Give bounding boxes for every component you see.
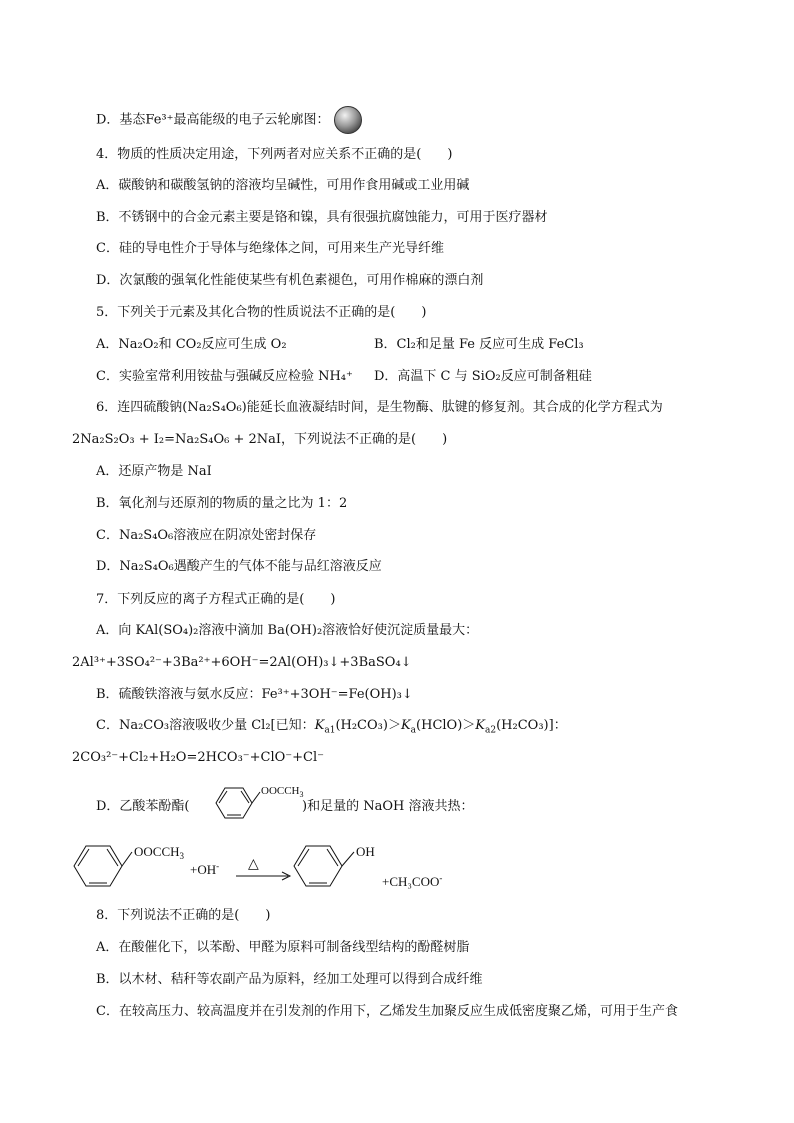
q8-option-c: C．在较高压力、较高温度并在引发剂的作用下，乙烯发生加聚反应生成低密度聚乙烯，可用于生产食 xyxy=(96,1004,678,1019)
q5-option-d: D．高温下 C 与 SiO₂反应可制备粗硅 xyxy=(374,369,592,384)
q7-option-d: D．乙酸苯酚酯( xyxy=(96,799,190,814)
reaction-scheme xyxy=(60,832,480,896)
q7-option-d-tail: )和足量的 NaOH 溶液共热： xyxy=(302,799,474,814)
q5-option-a: A．Na₂O₂和 CO₂反应可生成 O₂ xyxy=(96,337,287,352)
q5-option-c: C．实验室常利用铵盐与强碱反应检验 NH₄⁺ xyxy=(96,369,353,384)
hydroxide-label: +OH- xyxy=(190,861,220,877)
q6-option-c: C．Na₂S₄O₆溶液应在阴凉处密封保存 xyxy=(96,528,317,543)
q5-stem: 5．下列关于元素及其化合物的性质说法不正确的是( ) xyxy=(96,305,427,320)
q7-option-c: C．Na₂CO₃溶液吸收少量 Cl₂[已知：$K_{a1}(H_2CO_3)>K_a(HClO)>K_{a2}(H_2CO_3)$]： xyxy=(96,718,567,736)
inline-phenyl-acetate-structure xyxy=(198,778,306,828)
q6-equation: 2Na₂S₂O₃ + I₂=Na₂S₄O₆ + 2NaI，下列说法不正确的是( ) xyxy=(72,432,448,447)
q7-option-a-equation: 2Al³⁺+3SO₄²⁻+3Ba²⁺+6OH⁻=2Al(OH)₃↓+3BaSO₄↓ xyxy=(72,655,412,670)
q6-option-a: A．还原产物是 NaI xyxy=(96,464,212,479)
q6-stem: 6．连四硫酸钠(Na₂S₄O₆)能延长血液凝结时间，是生物酶、肽键的修复剂。其合成的化学方程式为 xyxy=(96,400,663,415)
q4-stem: 4．物质的性质决定用途，下列两者对应关系不正确的是( ) xyxy=(96,147,453,162)
q4-option-c: C．硅的导电性介于导体与绝缘体之间，可用来生产光导纤维 xyxy=(96,241,444,256)
q4-option-d: D．次氯酸的强氧化性能使某些有机色素褪色，可用作棉麻的漂白剂 xyxy=(96,273,484,288)
q8-option-a: A．在酸催化下，以苯酚、甲醛为原料可制备线型结构的酚醛树脂 xyxy=(96,940,470,955)
acetate-label: +CH₃COO- xyxy=(382,873,443,889)
q8-stem: 8．下列说法不正确的是( ) xyxy=(96,908,271,923)
electron-cloud-sphere-icon xyxy=(334,106,362,134)
phenol-oh-label: OH xyxy=(356,844,375,859)
q7-option-a: A．向 KAl(SO₄)₂溶液中滴加 Ba(OH)₂溶液恰好使沉淀质量最大： xyxy=(96,623,479,638)
q3-option-d: D．基态Fe³⁺最高能级的电子云轮廓图： xyxy=(96,106,362,134)
q4-option-a: A．碳酸钠和碳酸氢钠的溶液均呈碱性，可用作食用碱或工业用碱 xyxy=(96,178,470,193)
q6-option-b: B．氧化剂与还原剂的物质的量之比为 1：2 xyxy=(96,496,348,511)
q7-option-b: B．硫酸铁溶液与氨水反应：Fe³⁺+3OH⁻=Fe(OH)₃↓ xyxy=(96,687,413,702)
inline-ester-label: $OOCCH_3$ xyxy=(261,785,304,799)
ester-group-label: $OOCCH_3$ xyxy=(134,844,185,861)
heat-condition-icon: △ xyxy=(248,856,259,872)
q6-option-d: D．Na₂S₄O₆遇酸产生的气体不能与品红溶液反应 xyxy=(96,559,382,574)
q4-option-b: B．不锈钢中的合金元素主要是铬和镍，具有很强抗腐蚀能力，可用于医疗器材 xyxy=(96,210,548,225)
q7-option-c-equation: 2CO₃²⁻+Cl₂+H₂O=2HCO₃⁻+ClO⁻+Cl⁻ xyxy=(72,750,325,765)
q7-stem: 7．下列反应的离子方程式正确的是( ) xyxy=(96,592,336,607)
q5-option-b: B．Cl₂和足量 Fe 反应可生成 FeCl₃ xyxy=(374,337,584,352)
q8-option-b: B．以木材、秸秆等农副产品为原料，经加工处理可以得到合成纤维 xyxy=(96,972,483,987)
